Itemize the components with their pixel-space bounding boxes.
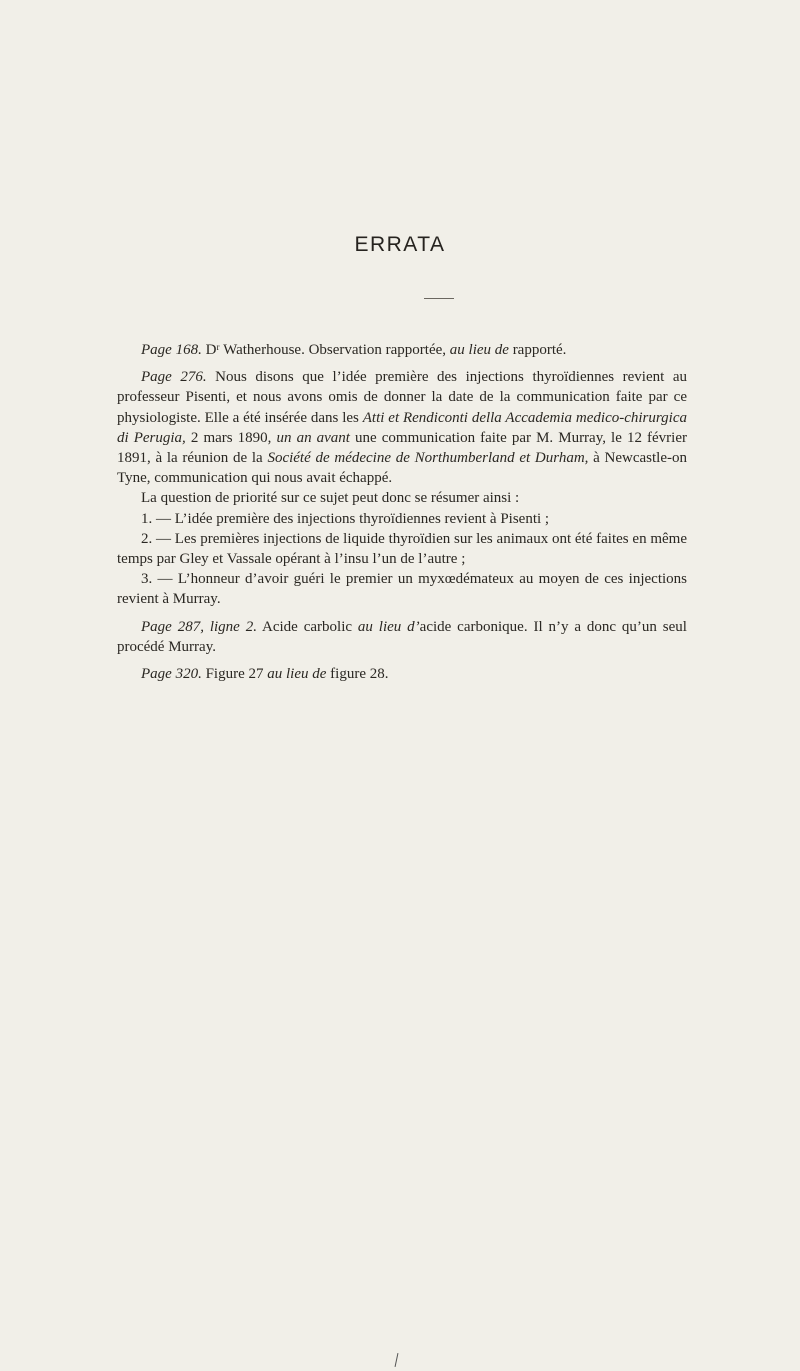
priority-question: La question de priorité sur ce sujet peut donc se résumer ainsi : [141, 490, 520, 507]
entry-text: une communication faite par M. Murray, le 12 février 1891, à la réunion de la [117, 429, 687, 467]
pencil-mark [395, 1353, 399, 1367]
entry-text: un an avant [276, 429, 350, 446]
entry-text: Nous disons que l’idée première des injections thyroïdiennes revient au professeur Pisenti, et nous avons omis de donner la date de la communication faite par ce physiologiste. Elle a été insérée dans les [117, 369, 687, 426]
priority-item: 1. — L’idée première des injections thyroïdiennes revient à Pisenti ; [141, 510, 550, 527]
title-divider [424, 298, 454, 299]
errata-entry-page-168 [117, 340, 687, 360]
errata-entry-page-320 [117, 664, 687, 684]
page-reference: Page 168. [141, 342, 202, 358]
entry-text: Dʳ Watherhouse. Observation rapportée, [201, 342, 450, 358]
entry-text: Atti et Rendiconti della Accademia medico-chirurgica di Perugia, [117, 409, 687, 446]
entry-text: Figure 27 [201, 666, 268, 683]
entry-text: au lieu de [267, 666, 327, 683]
errata-entry-page-287 [117, 617, 687, 657]
entry-text: 2 mars 1890, [185, 429, 277, 446]
errata-entry-page-276 [117, 367, 687, 488]
entry-text: au lieu de [449, 342, 509, 358]
priority-item: 3. — L’honneur d’avoir guéri le premier un myxœdémateux au moyen de ces injections revient à Murray. [117, 571, 687, 608]
page-reference: Page 320. [141, 666, 202, 683]
entry-text: Société de médecine de Northumberland et Durham, [267, 450, 589, 467]
errata-body [117, 340, 687, 684]
entry-text: rapporté. [508, 342, 567, 358]
entry-text: Acide carbolic [256, 618, 358, 635]
entry-text: au lieu d’ [357, 618, 420, 635]
page-reference: Page 287, ligne 2. [141, 618, 257, 635]
page-title: ERRATA [354, 233, 446, 256]
entry-text: acide carbonique. Il n’y a donc qu’un seul procédé Murray. [117, 618, 687, 655]
priority-item: 2. — Les premières injections de liquide thyroïdien sur les animaux ont été faites en même temps par Gley et Vassale opérant à l’insu l’un de l’autre ; [117, 530, 687, 568]
entry-text: figure 28. [326, 666, 389, 683]
page-reference: Page 276. [141, 369, 207, 386]
entry-text: à Newcastle-on Tyne, communication qui nous avait échappé. [117, 450, 687, 487]
